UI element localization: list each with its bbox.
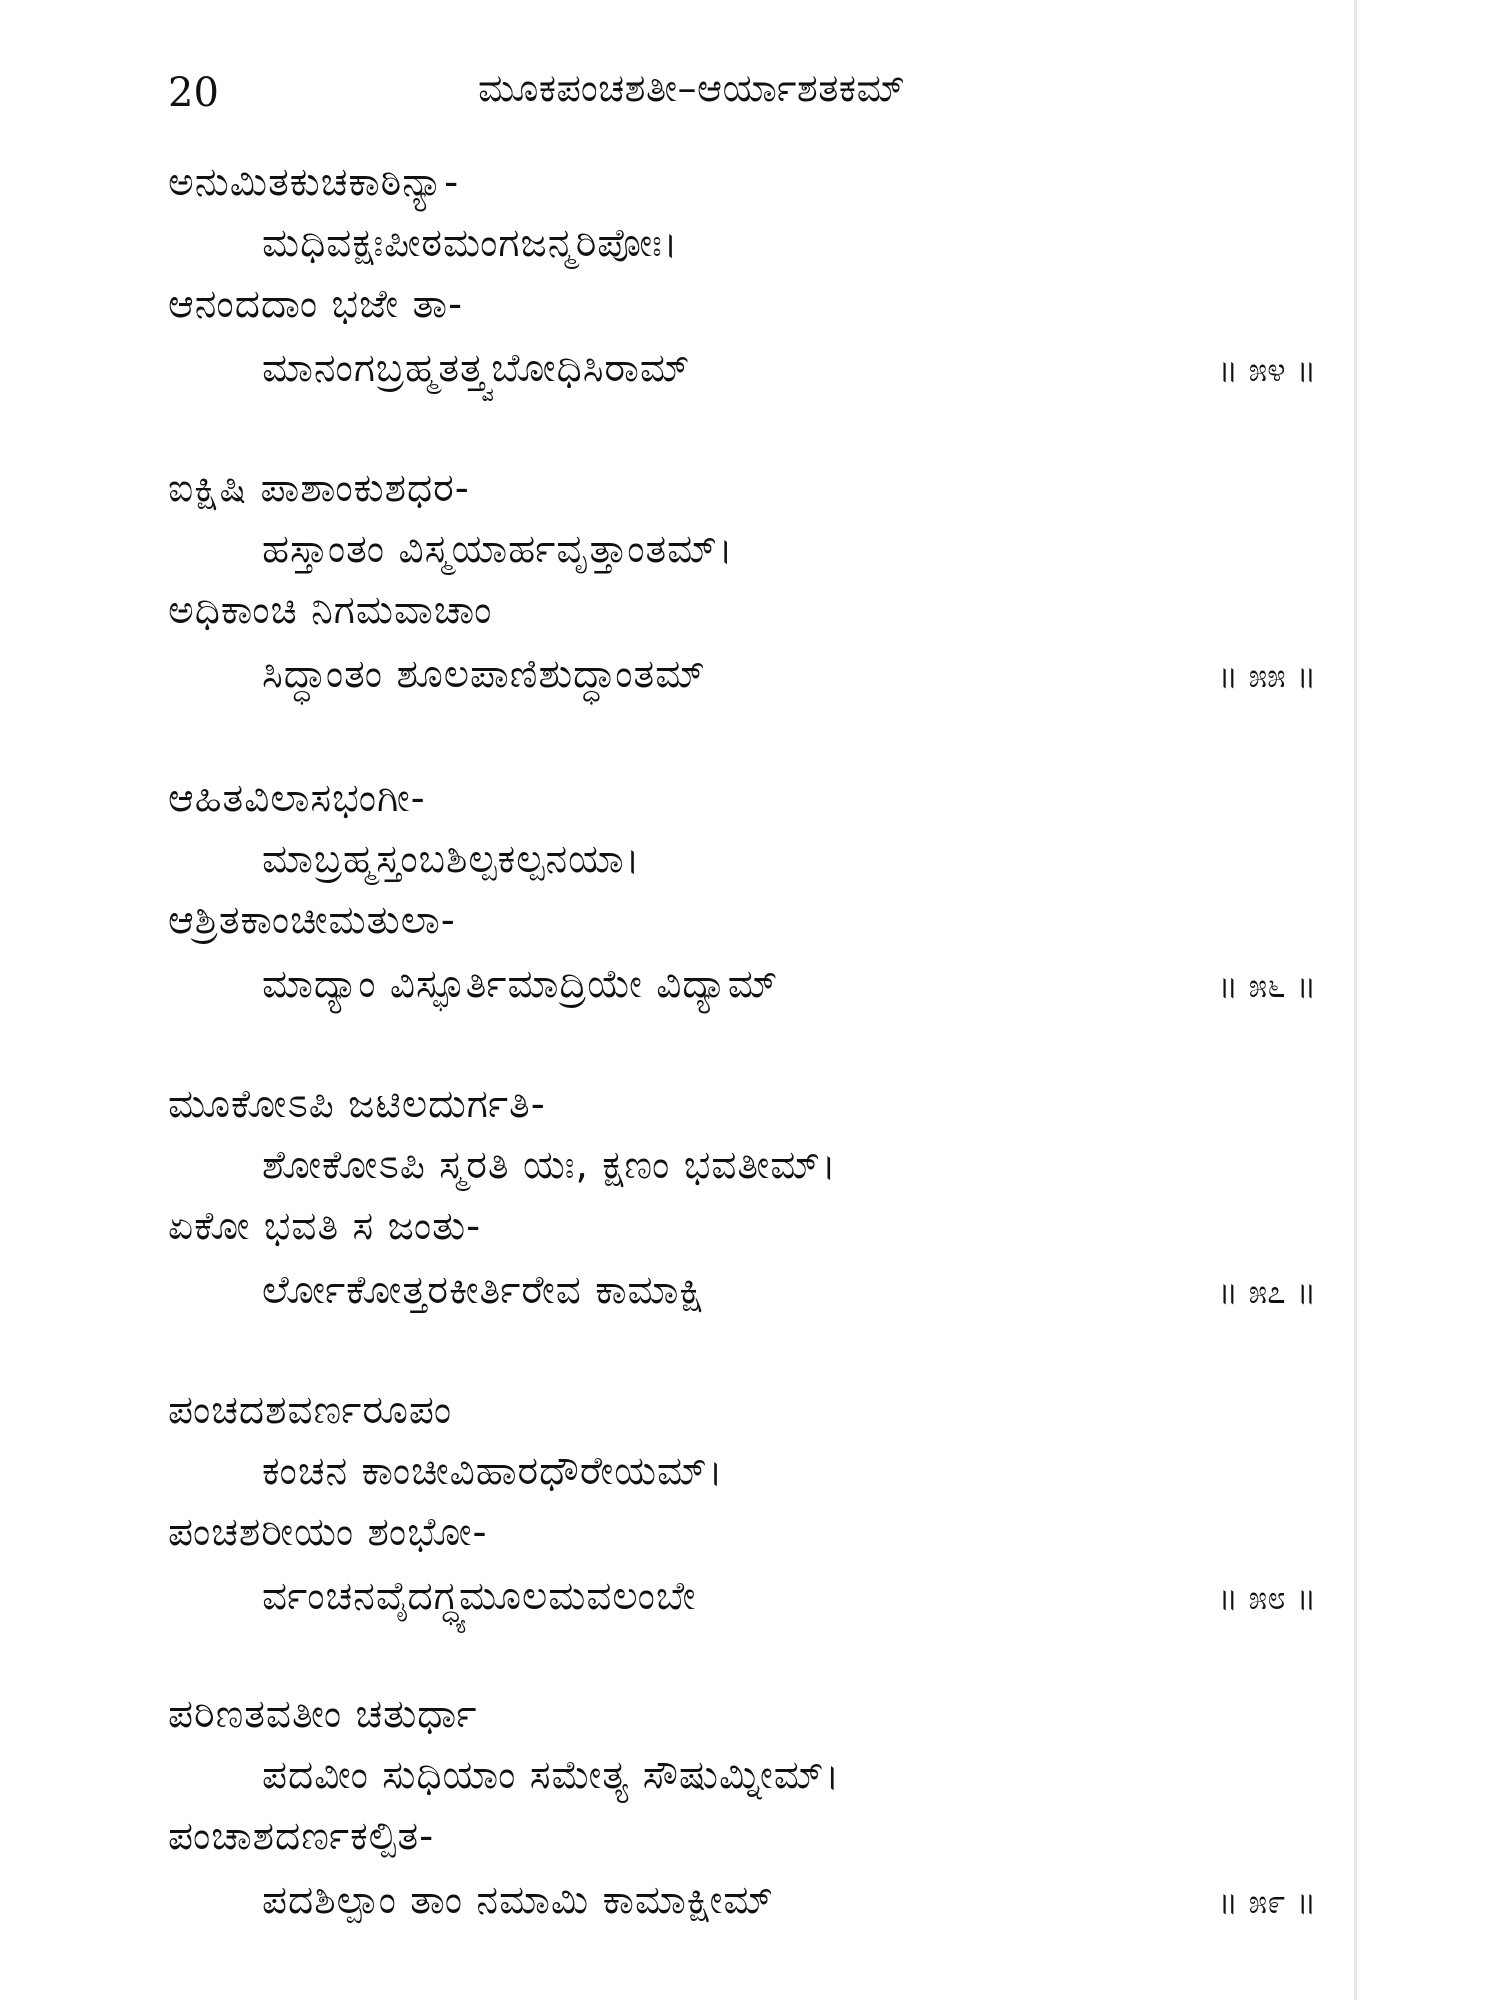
page-header (0, 66, 1500, 126)
page-edge-shadow (1354, 0, 1357, 2000)
verse-line: ಮೂಕೋಽಪಿ ಜಟಿಲದುರ್ಗತಿ- (168, 1082, 546, 1127)
page-title: ಮೂಕಪಂಚಶತೀ–ಆರ್ಯಾಶತಕಮ್ (478, 66, 906, 110)
verse-line: ರ್ಲೋಕೋತ್ತರಕೀರ್ತಿರೇವ ಕಾಮಾಕ್ಷಿ (262, 1268, 705, 1313)
verse-number: ॥ ೫೫ ॥ (1218, 656, 1317, 695)
verse-line: ಹಸ್ತಾಂತಂ ವಿಸ್ಮಯಾರ್ಹವೃತ್ತಾಂತಮ್। (262, 527, 734, 572)
verse-line: ಕಂಚನ ಕಾಂಚೀವಿಹಾರಧೌರೇಯಮ್। (262, 1449, 724, 1494)
verse-line: ಪಂಚಶರೀಯಂ ಶಂಭೋ- (168, 1510, 488, 1555)
verse-line: ಆನಂದದಾಂ ಭಜೇ ತಾ- (168, 282, 464, 327)
verse-line: ಆಹಿತವಿಲಾಸಭಂಗೀ- (168, 776, 426, 821)
verse-line: ಶೋಕೋಽಪಿ ಸ್ಮರತಿ ಯಃ, ಕ್ಷಣಂ ಭವತೀಮ್। (262, 1143, 837, 1188)
verse-line: ಅಧಿಕಾಂಚಿ ನಿಗಮವಾಚಾಂ (168, 588, 493, 633)
verse-line: ಅನುಮಿತಕುಚಕಾಠಿನ್ಯಾ- (168, 160, 460, 205)
verse-number: ॥ ೫೭ ॥ (1218, 1272, 1317, 1311)
verse-line: ಪದವೀಂ ಸುಧಿಯಾಂ ಸಮೇತ್ಯ ಸೌಷುಮ್ನೀಮ್। (262, 1753, 841, 1798)
verse-line: ಸಿದ್ಧಾಂತಂ ಶೂಲಪಾಣಿಶುದ್ಧಾಂತಮ್ (262, 652, 706, 697)
verse-number: ॥ ೫೪ ॥ (1218, 350, 1317, 389)
verse-line: ಐಕ್ಷಿಷಿ ಪಾಶಾಂಕುಶಧರ- (168, 466, 470, 511)
verse-line: ಮಾನಂಗಬ್ರಹ್ಮತತ್ತ್ವಬೋಧಿಸಿರಾಮ್ (262, 346, 691, 391)
verse-number: ॥ ೫೮ ॥ (1218, 1578, 1317, 1617)
verse-line: ಮಾದ್ಯಾಂ ವಿಸ್ಫೂರ್ತಿಮಾದ್ರಿಯೇ ವಿದ್ಯಾಮ್ (262, 962, 779, 1007)
verse-line: ಪದಶಿಲ್ಪಾಂ ತಾಂ ನಮಾಮಿ ಕಾಮಾಕ್ಷೀಮ್ (262, 1878, 775, 1923)
verse-number: ॥ ೫೯ ॥ (1218, 1882, 1317, 1921)
verse-line: ಏಕೋ ಭವತಿ ಸ ಜಂತು- (168, 1204, 482, 1249)
verse-line: ಪಂಚದಶವರ್ಣರೂಪಂ (168, 1388, 453, 1433)
verse-number: ॥ ೫೬ ॥ (1218, 966, 1317, 1005)
page-number: 20 (168, 70, 219, 116)
verse-line: ಪರಿಣತವತೀಂ ಚತುರ್ಧಾ (168, 1692, 478, 1737)
verse-line: ಮಾಬ್ರಹ್ಮಸ್ತಂಬಶಿಲ್ಪಕಲ್ಪನಯಾ। (262, 837, 641, 882)
verse-line: ಆಶ್ರಿತಕಾಂಚೀಮತುಲಾ- (168, 898, 456, 943)
verse-line: ರ್ವಂಚನವೈದಗ್ಧ್ಯಮೂಲಮವಲಂಬೇ (262, 1574, 697, 1619)
verse-line: ಪಂಚಾಶದರ್ಣಕಲ್ಪಿತ- (168, 1814, 435, 1859)
verse-line: ಮಧಿವಕ್ಷಃಪೀಠಮಂಗಜನ್ಮರಿಪೋಃ। (262, 221, 679, 266)
